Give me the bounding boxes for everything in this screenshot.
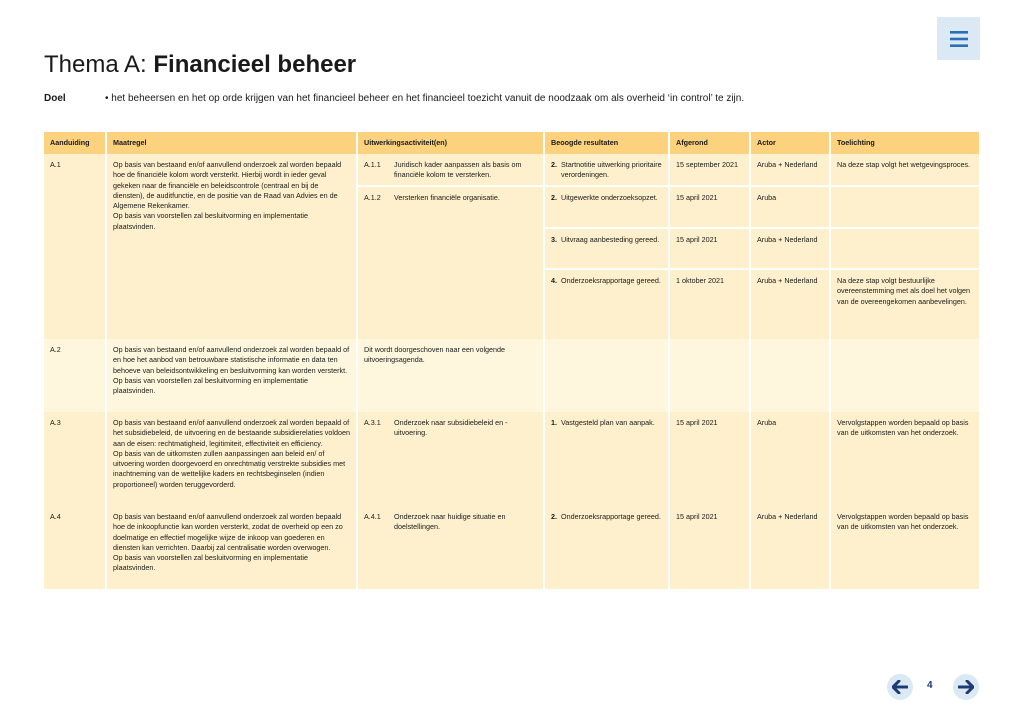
row-result: 2. Onderzoeksrapportage gereed. (544, 506, 669, 589)
activity-code: A.1.2 (364, 193, 381, 202)
row-activity: Dit wordt doorgeschoven naar een volgende uitvoeringsagenda. (357, 339, 544, 412)
result-text: Onderzoeksrapportage gereed. (561, 512, 661, 521)
activity-code: A.3.1 (364, 418, 381, 427)
row-actor: Aruba + Nederland Aruba Aruba + Nederland Aruba + Nederland (750, 154, 830, 339)
activity-text: Onderzoek naar subsidiebeleid en -uitvoering. (394, 418, 508, 438)
result-item: 2. Startnotitie uitwerking prioritaire verordeningen. (545, 154, 668, 187)
row-maatregel: Op basis van bestaand en/of aanvullend onderzoek zal worden bepaald of het subsidiebeleid, de uitvoering en de bestaande subsidierelaties voldoen aan de eisen: rechtmatigheid, legitimiteit, effectiviteit en efficiency. Op basis van de uitkomsten zullen aanpassingen aan beleid en/ of uitvoering worden doorgevoerd en onrechtmatig verstrekte subsidies met inachtneming van de wettelijke kaders en rechtsbeginselen (indien proportioneel) worden teruggevorderd. (106, 412, 357, 506)
row-toelichting: Vervolgstappen worden bepaald op basis van de uitkomsten van het onderzoek. (830, 506, 980, 589)
result-text: Onderzoeksrapportage gereed. (561, 276, 661, 285)
row-activity (357, 506, 544, 589)
column-header: Uitwerkingsactiviteit(en) (357, 132, 544, 154)
row-afgerond: 15 april 2021 (669, 412, 750, 506)
table-row (44, 412, 980, 506)
measures-table (44, 132, 981, 589)
activity-code: A.4.1 (364, 512, 381, 521)
activity-item (358, 187, 543, 209)
result-text: Uitvraag aanbesteding gereed. (561, 235, 660, 244)
activity-text: Onderzoek naar huidige situatie en doelstellingen. (394, 512, 506, 532)
hamburger-menu-icon (949, 30, 969, 48)
result-text: Startnotitie uitwerking prioritaire verordeningen. (561, 160, 662, 180)
row-activities (357, 154, 544, 339)
row-activity (357, 412, 544, 506)
activity-text: Versterken financiële organisatie. (394, 193, 500, 202)
result-item: 2. Uitgewerkte onderzoeksopzet. (545, 187, 668, 229)
row-toelichting: Na deze stap volgt het wetgevingsproces. Na deze stap volgt bestuurlijke overeenstemming met als doel het volgen van de overeengekomen aanbevelingen. (830, 154, 980, 339)
activity-text: Juridisch kader aanpassen als basis om financiële kolom te versterken. (394, 160, 522, 180)
column-header: Beoogde resultaten (544, 132, 669, 154)
column-header: Actor (750, 132, 830, 154)
menu-button[interactable] (937, 17, 980, 60)
row-maatregel: Op basis van bestaand en/of aanvullend onderzoek zal worden bepaald of en hoe het aanbod van betrouwbare statistische informatie en data ten behoeve van beleidsontwikkeling en besluitvorming kan worden versterkt. Op basis van voorstellen zal besluitvorming en implementatie plaatsvinden. (106, 339, 357, 412)
activity-item (358, 154, 543, 187)
previous-page-button[interactable] (887, 674, 913, 700)
row-actor: Aruba + Nederland (750, 506, 830, 589)
doel-label: Doel (44, 93, 66, 104)
row-afgerond: 15 april 2021 (669, 506, 750, 589)
row-results (544, 154, 669, 339)
page-number: 4 (927, 680, 933, 691)
table-header-row (44, 132, 980, 154)
row-afgerond: 15 september 2021 15 april 2021 15 april 2021 1 oktober 2021 (669, 154, 750, 339)
column-header: Afgerond (669, 132, 750, 154)
column-header: Toelichting (830, 132, 980, 154)
table-row (44, 154, 980, 339)
row-maatregel: Op basis van bestaand en/of aanvullend onderzoek zal worden bepaald hoe de inkoopfunctie kan worden versterkt, zodat de overheid op een zo doelmatige en effectief mogelijke wijze de inkoop van goederen en diensten kan verrichten. Daarbij zal centralisatie worden overwogen. Op basis van voorstellen zal besluitvorming en implementatie plaatsvinden. (106, 506, 357, 589)
activity-code: A.1.1 (364, 160, 381, 169)
doel-text: • het beheersen en het op orde krijgen van het financieel beheer en het financieel toezicht vanuit de noodzaak om als overheid ‘in control’ te zijn. (105, 93, 745, 104)
result-text: Vastgesteld plan van aanpak. (561, 418, 655, 427)
result-item: 3. Uitvraag aanbesteding gereed. (545, 229, 668, 270)
row-toelichting: Vervolgstappen worden bepaald op basis van de uitkomsten van het onderzoek. (830, 412, 980, 506)
result-text: Uitgewerkte onderzoeksopzet. (561, 193, 658, 202)
row-id: A.4 (44, 506, 106, 589)
row-id: A.2 (44, 339, 106, 412)
row-result: 1. Vastgesteld plan van aanpak. (544, 412, 669, 506)
column-header: Aanduiding (44, 132, 106, 154)
arrow-left-icon (892, 680, 908, 694)
page-title: Thema A: Financieel beheer (44, 51, 357, 78)
row-id: A.3 (44, 412, 106, 506)
arrow-right-icon (958, 680, 974, 694)
row-maatregel: Op basis van bestaand en/of aanvullend onderzoek zal worden bepaald hoe de financiële kolom wordt versterkt. Hierbij wordt in ieder geval gekeken naar de financiële en beleidscontrole (centraal en bij de diensten), de auditfunctie, en de positie van de Raad van Advies en de Algemene Rekenkamer. Op basis van voorstellen zal besluitvorming en implementatie plaatsvinden. (106, 154, 357, 339)
next-page-button[interactable] (953, 674, 979, 700)
column-header: Maatregel (106, 132, 357, 154)
row-actor: Aruba (750, 412, 830, 506)
table-row (44, 339, 980, 412)
result-item: 4. Onderzoeksrapportage gereed. (551, 276, 661, 285)
table-row (44, 506, 980, 589)
row-id: A.1 (44, 154, 106, 339)
